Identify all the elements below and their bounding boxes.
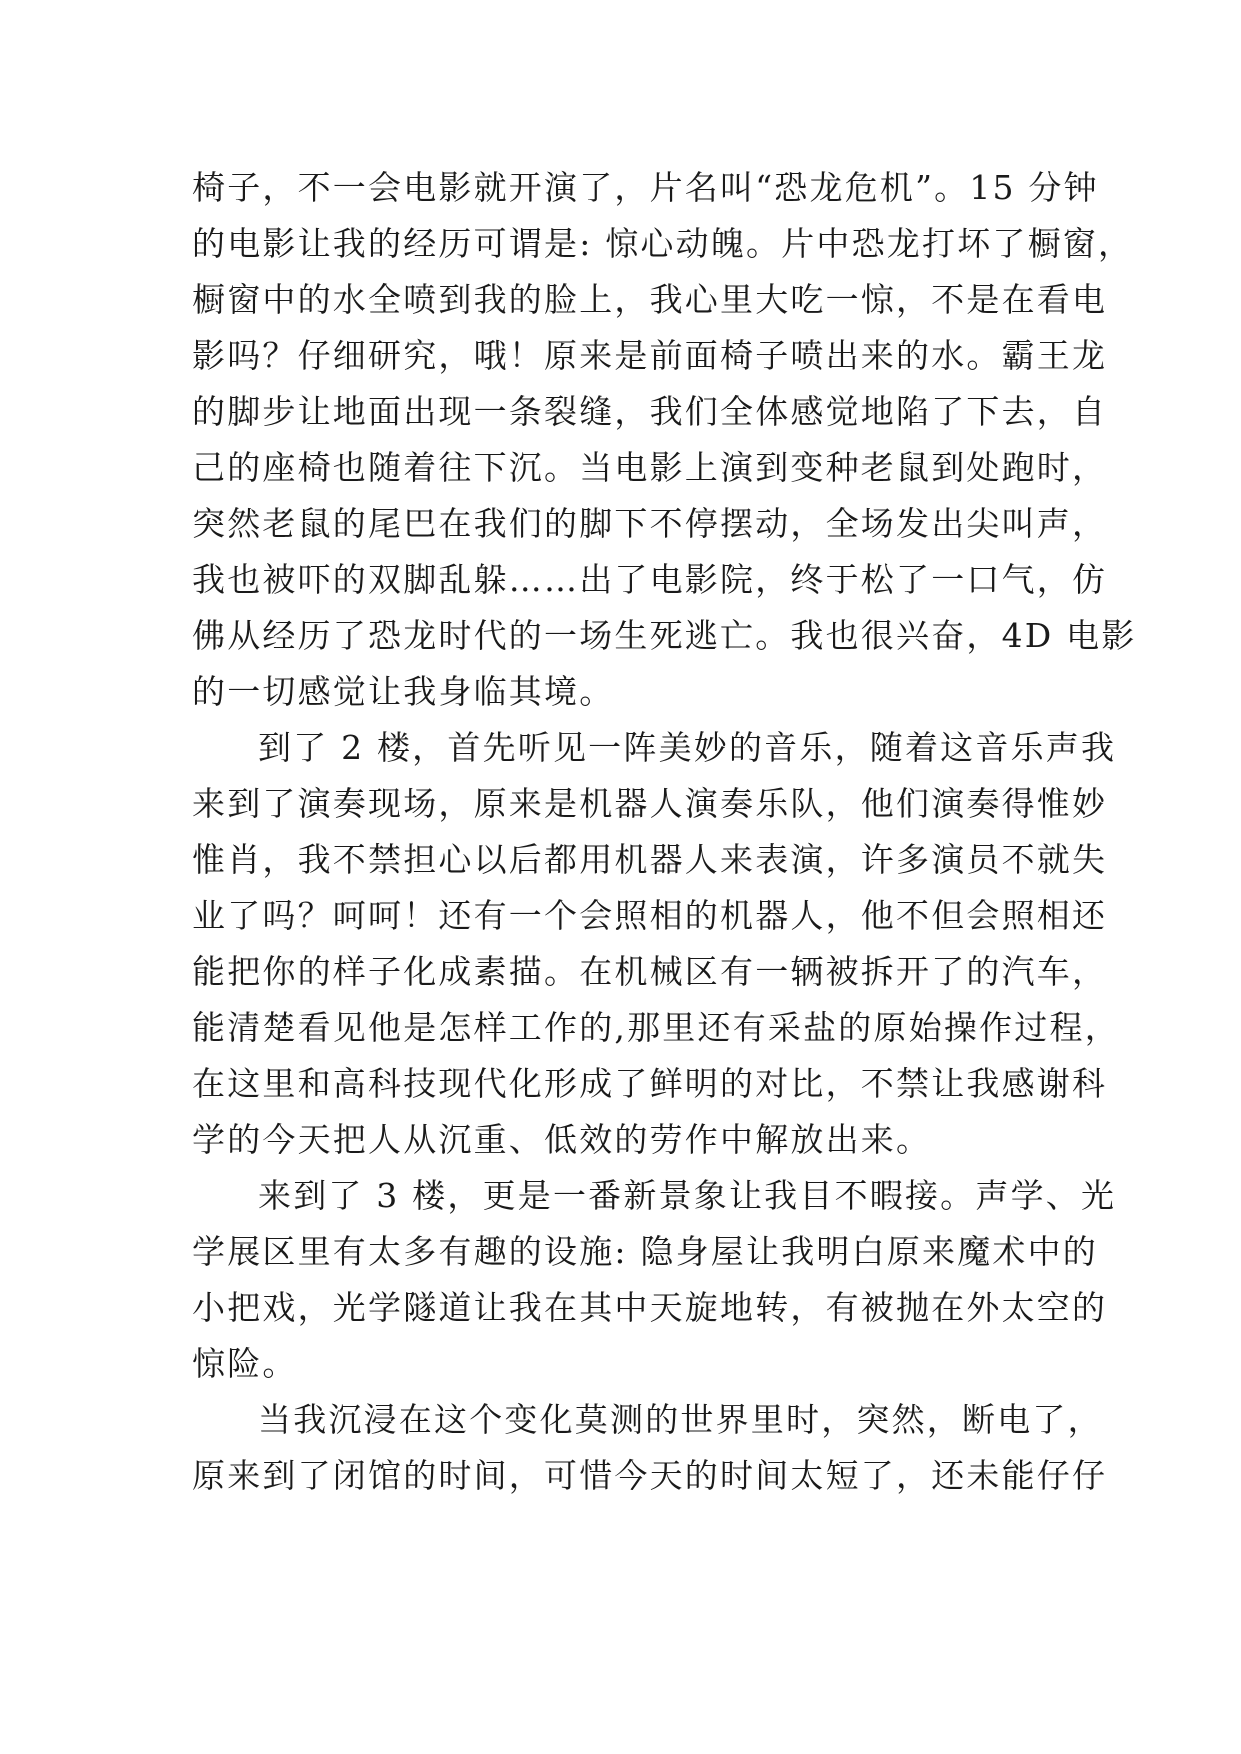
text-line: 业了吗？呵呵！还有一个会照相的机器人，他不但会照相还 (192, 896, 1108, 935)
text-line: 惊险。 (192, 1344, 298, 1383)
text-line: 惟肖，我不禁担心以后都用机器人来表演，许多演员不就失 (192, 840, 1108, 879)
text-line-indented: 当我沉浸在这个变化莫测的世界里时，突然，断电了， (258, 1400, 1103, 1439)
paragraph-1 (192, 160, 1137, 720)
text-line: 椅子，不一会电影就开演了，片名叫“恐龙危机”。15 分钟 (192, 168, 1099, 207)
text-line: 小把戏，光学隧道让我在其中天旋地转，有被抛在外太空的 (192, 1288, 1108, 1327)
text-line: 的脚步让地面出现一条裂缝，我们全体感觉地陷了下去，自 (192, 392, 1108, 431)
text-line: 在这里和高科技现代化形成了鲜明的对比，不禁让我感谢科 (192, 1064, 1108, 1103)
text-line: 的一切感觉让我身临其境。 (192, 672, 615, 711)
text-line: 能清楚看见他是怎样工作的,那里还有采盐的原始操作过程， (192, 1008, 1120, 1047)
text-line: 学展区里有太多有趣的设施: 隐身屋让我明白原来魔术中的 (192, 1232, 1099, 1271)
text-line: 影吗？仔细研究，哦！原来是前面椅子喷出来的水。霸王龙 (192, 336, 1108, 375)
text-line: 学的今天把人从沉重、低效的劳作中解放出来。 (192, 1120, 932, 1159)
document-body (192, 160, 1137, 1504)
paragraph-4 (192, 1392, 1108, 1504)
text-line-indented: 到了 2 楼，首先听见一阵美妙的音乐，随着这音乐声我 (258, 728, 1117, 767)
text-line: 己的座椅也随着往下沉。当电影上演到变种老鼠到处跑时， (192, 448, 1108, 487)
text-line: 我也被吓的双脚乱躲……出了电影院，终于松了一口气，仿 (192, 560, 1108, 599)
text-line: 橱窗中的水全喷到我的脸上，我心里大吃一惊，不是在看电 (192, 280, 1108, 319)
text-line: 佛从经历了恐龙时代的一场生死逃亡。我也很兴奋，4D 电影 (192, 616, 1137, 655)
text-line-indented: 来到了 3 楼，更是一番新景象让我目不暇接。声学、光 (258, 1176, 1117, 1215)
paragraph-2 (192, 720, 1120, 1168)
text-line: 来到了演奏现场，原来是机器人演奏乐队，他们演奏得惟妙 (192, 784, 1108, 823)
paragraph-3 (192, 1168, 1117, 1392)
text-line: 原来到了闭馆的时间，可惜今天的时间太短了，还未能仔仔 (192, 1456, 1108, 1495)
text-line: 的电影让我的经历可谓是: 惊心动魄。片中恐龙打坏了橱窗， (192, 224, 1134, 263)
text-line: 突然老鼠的尾巴在我们的脚下不停摆动，全场发出尖叫声， (192, 504, 1108, 543)
text-line: 能把你的样子化成素描。在机械区有一辆被拆开了的汽车， (192, 952, 1108, 991)
